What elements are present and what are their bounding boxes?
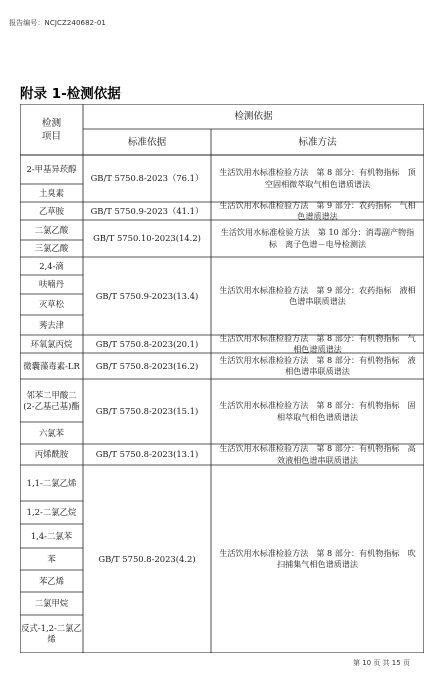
method-cell: 生活饮用水标准检验方法 第 8 部分：有机物指标 吹扫捕集气相色谱质谱法: [219, 547, 416, 569]
item-cell: 1,1-二氯乙烯: [26, 477, 77, 488]
header-basis-cell: 检测依据: [234, 111, 273, 122]
item-cell: 1,4-二氯苯: [30, 530, 73, 541]
method-cell: 生活饮用水标准检验方法 第 9 部分：农药指标 气相色谱质谱法: [219, 199, 416, 221]
standard-cell: GB/T 5750.8-2023(16.2): [95, 360, 199, 371]
item-cell: 三氯乙酸: [34, 243, 69, 253]
item-cell: 苯乙烯: [38, 575, 65, 586]
item-cell: 邻苯二甲酸二(2-乙基己基)酯: [23, 389, 80, 411]
section-title: 附录 1-检测依据: [20, 86, 121, 102]
page-number: 第 10 页 共 15 页: [353, 659, 410, 667]
item-cell: 二氯乙酸: [34, 224, 69, 235]
item-cell: 苯: [47, 553, 56, 564]
method-cell: 生活饮用水标准检验方法 第 8 部分：有机物指标 固相萃取气相色谱质谱法: [219, 400, 416, 422]
method-cell: 生活饮用水标准检验方法 第 8 部分：有机物指标 高效液相色谱串联质谱法: [219, 443, 416, 465]
standard-cell: GB/T 5750.8-2023（76.1）: [90, 173, 204, 183]
item-cell: 2,4-滴: [39, 260, 64, 271]
standard-cell: GB/T 5750.9-2023(13.4): [95, 290, 199, 301]
item-cell: 2-甲基异莰醇: [26, 164, 77, 174]
method-cell: 生活饮用水标准检验方法 第 8 部分：有机物指标 液相色谱串联质谱法: [219, 354, 416, 376]
standard-cell: GB/T 5750.9-2023（41.1）: [90, 205, 204, 216]
method-cell: 生活饮用水标准检验方法 第 8 部分：有机物指标 气相色谱质谱法: [219, 332, 416, 354]
item-cell: 灭草松: [38, 299, 65, 309]
detection-basis-table: [20, 104, 424, 653]
method-cell: 生活饮用水标准检验方法 第 10 部分：消毒副产物指标 离子色谱－电导检测法: [220, 227, 415, 249]
item-cell: 1,2-二氯乙烷: [26, 507, 77, 517]
item-cell: 六氯苯: [38, 427, 65, 438]
report-number: 报告编号：NCJCZ240682-01: [9, 19, 106, 27]
item-cell: 二氯甲烷: [34, 598, 69, 608]
method-cell: 生活饮用水标准检验方法 第 8 部分：有机物指标 顶空固相微萃取气相色谱质谱法: [219, 167, 416, 189]
standard-cell: GB/T 5750.8-2023(15.1): [95, 406, 199, 416]
standard-cell: GB/T 5750.10-2023(14.2): [93, 233, 201, 243]
item-cell: 反式-1,2-二氯乙烯: [21, 623, 82, 644]
standard-cell: GB/T 5750.8-2023(13.1): [95, 449, 199, 459]
standard-cell: GB/T 5750.8-2023(20.1): [95, 338, 199, 349]
item-cell: 环氧氯丙烷: [30, 338, 73, 349]
item-cell: 莠去津: [38, 319, 65, 330]
header-item-cell: 检测 项目: [41, 117, 62, 142]
item-cell: 乙草胺: [38, 205, 65, 216]
header-standard-cell: 标准依据: [127, 136, 167, 148]
item-cell: 微囊藻毒素-LR: [23, 360, 80, 371]
item-cell: 土臭素: [38, 187, 65, 198]
item-cell: 呋喃丹: [38, 279, 65, 289]
standard-cell: GB/T 5750.8-2023(4.2): [98, 553, 196, 564]
item-cell: 丙烯酰胺: [34, 449, 69, 459]
method-cell: 生活饮用水标准检验方法 第 9 部分：农药指标 液相色谱串联质谱法: [219, 284, 416, 306]
header-method-cell: 标准方法: [298, 136, 337, 148]
